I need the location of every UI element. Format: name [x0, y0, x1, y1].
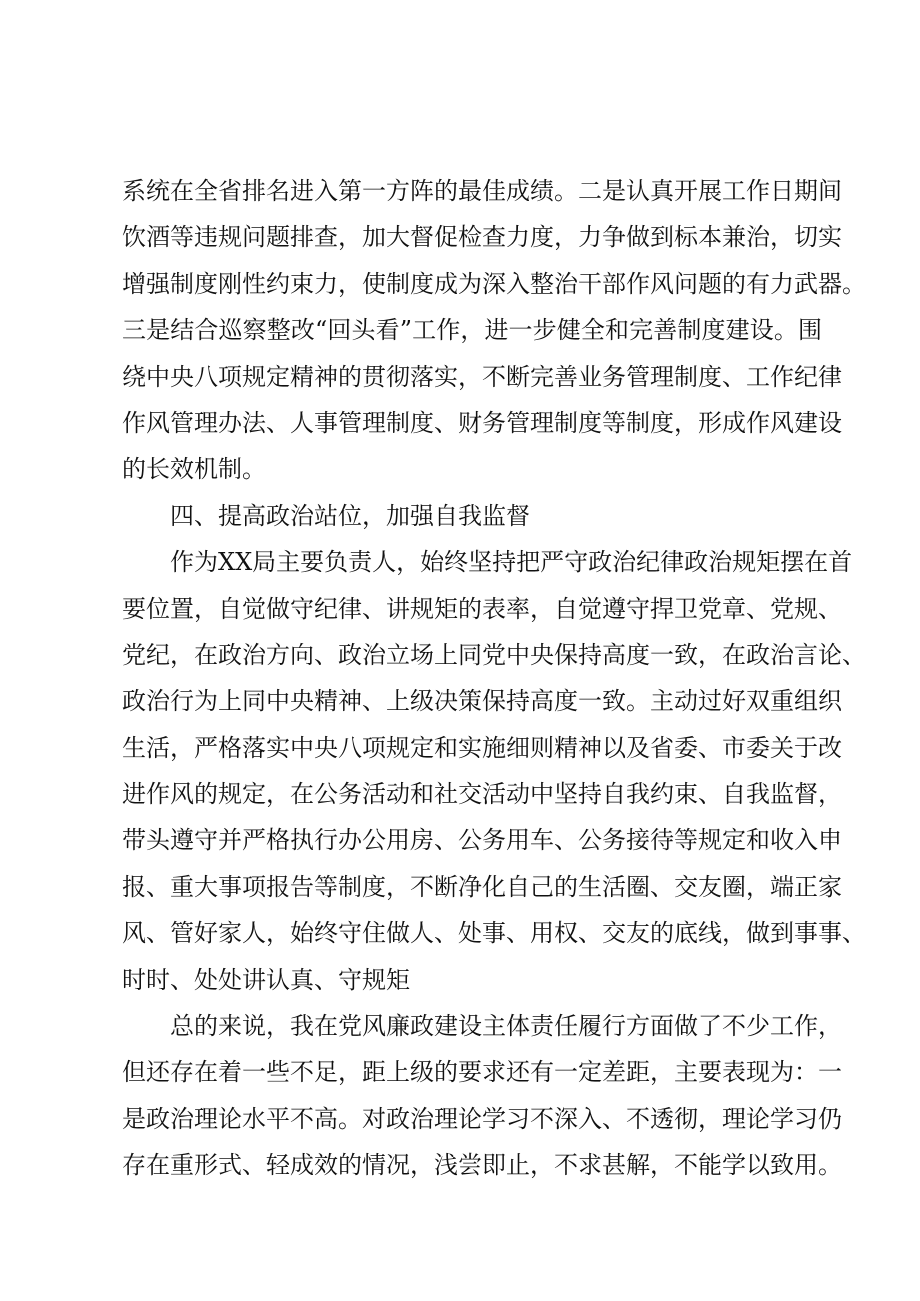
paragraph-line: 政治行为上同中央精神、上级决策保持高度一致。主动过好双重组织 [122, 687, 842, 716]
paragraph-line: 但还存在着一些不足，距上级的要求还有一定差距，主要表现为：一 [122, 1058, 842, 1087]
paragraph-line: 三是结合巡察整改“回头看”工作，进一步健全和完善制度建设。围 [122, 316, 822, 345]
paragraph-line: 的长效机制。 [122, 455, 266, 484]
paragraph-line: 增强制度刚性约束力，使制度成为深入整治干部作风问题的有力武器。 [122, 269, 866, 298]
paragraph-line: 作为XX局主要负责人，始终坚持把严守政治纪律政治规矩摆在首 [170, 548, 853, 577]
paragraph-line: 作风管理办法、人事管理制度、财务管理制度等制度，形成作风建设 [122, 408, 842, 437]
paragraph-line: 饮酒等违规问题排查，加大督促检查力度，力争做到标本兼治，切实 [122, 223, 842, 252]
document-body [122, 168, 866, 1189]
paragraph-line: 带头遵守并严格执行办公用房、公务用车、公务接待等规定和收入申 [122, 826, 842, 855]
paragraph-line: 系统在全省排名进入第一方阵的最佳成绩。二是认真开展工作日期间 [122, 177, 842, 205]
paragraph-line: 绕中央八项规定精神的贯彻落实，不断完善业务管理制度、工作纪律 [122, 362, 842, 391]
paragraph-line: 要位置，自觉做守纪律、讲规矩的表率，自觉遵守捍卫党章、党规、 [122, 594, 842, 623]
paragraph-line: 是政治理论水平不高。对政治理论学习不深入、不透彻，理论学习仍 [122, 1104, 842, 1133]
paragraph-line: 党纪，在政治方向、政治立场上同党中央保持高度一致，在政治言论、 [122, 640, 866, 669]
section-heading: 四、提高政治站位，加强自我监督 [170, 501, 530, 530]
paragraph-line: 总的来说，我在党风廉政建设主体责任履行方面做了不少工作， [170, 1012, 842, 1041]
paragraph-line: 存在重形式、轻成效的情况，浅尝即止，不求甚解，不能学以致用。 [122, 1151, 842, 1180]
paragraph-line: 进作风的规定，在公务活动和社交活动中坚持自我约束、自我监督， [122, 780, 842, 809]
paragraph-line: 报、重大事项报告等制度，不断净化自己的生活圈、交友圈，端正家 [122, 872, 842, 901]
paragraph-line: 风、管好家人，始终守住做人、处事、用权、交友的底线，做到事事、 [122, 919, 866, 948]
paragraph-line: 时时、处处讲认真、守规矩 [122, 965, 410, 994]
paragraph-line: 生活，严格落实中央八项规定和实施细则精神以及省委、市委关于改 [122, 733, 842, 762]
